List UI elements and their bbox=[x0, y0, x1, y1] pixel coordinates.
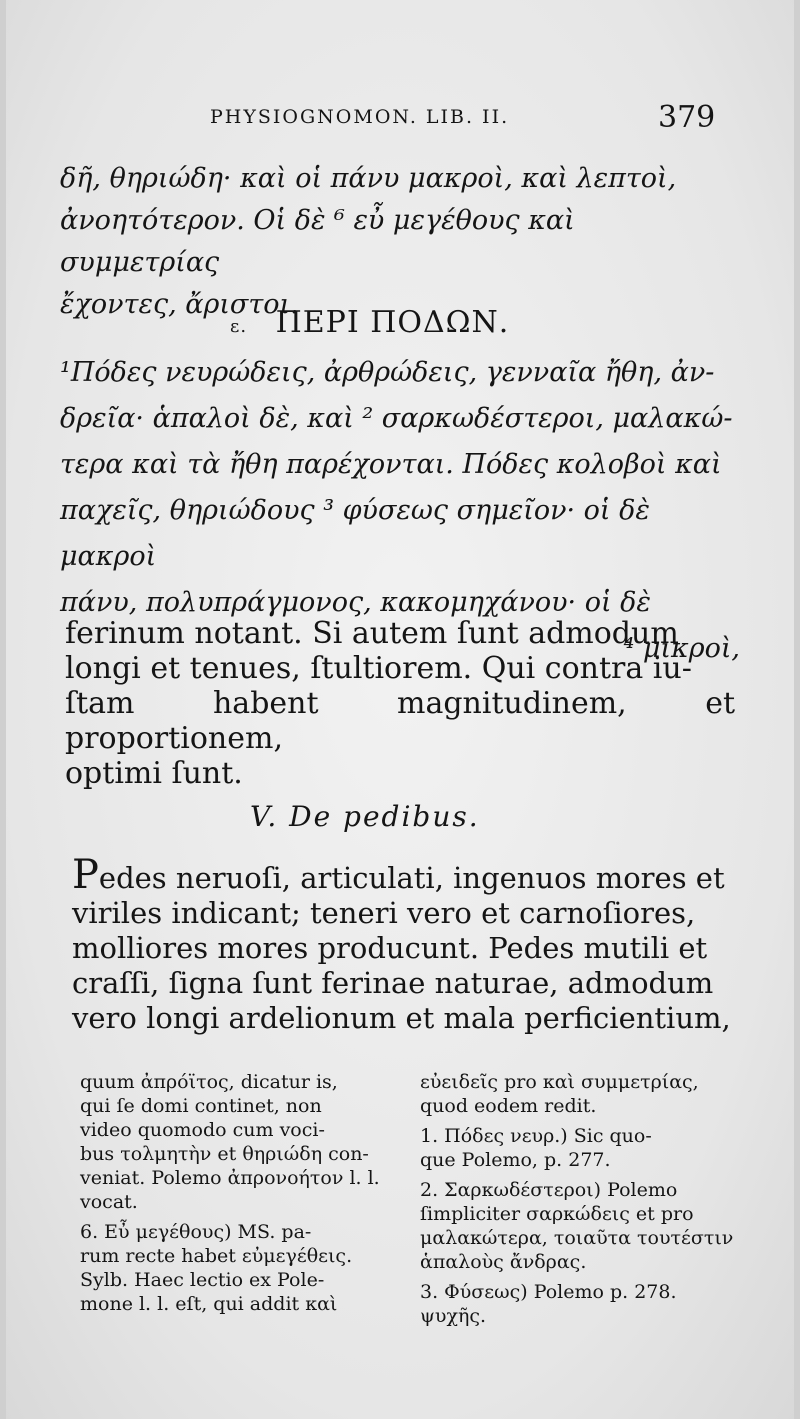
footnote bbox=[420, 1280, 740, 1328]
latin-line: craſſi, ſigna ſunt ferinae naturae, admodum bbox=[72, 966, 714, 1000]
note-line: 1. Πόδες νευρ.) Sic quo- bbox=[420, 1125, 652, 1147]
greek-line: πάνυ, πολυπράγμονος, κακομηχάνου· οἱ δὲ bbox=[60, 587, 651, 618]
greek-line: τερα καὶ τὰ ἤθη παρέχονται. Πόδες κολοβοὶ καὶ bbox=[60, 449, 722, 480]
latin-line: ferinum notant. Si autem ſunt admodum bbox=[65, 616, 679, 651]
latin-text-body bbox=[72, 852, 734, 1036]
latin-line: molliores mores producunt. Pedes mutili et bbox=[72, 931, 708, 965]
note-line: quod eodem redit. bbox=[420, 1095, 597, 1117]
latin-line: ſtam habent magnitudinem, et proportionem, bbox=[65, 686, 735, 756]
page-number: 379 bbox=[658, 100, 716, 135]
greek-line: δῆ, θηριώδη· καὶ οἱ πάνυ μακροὶ, καὶ λεπτοὶ, bbox=[60, 163, 677, 194]
note-line: 6. Εὖ μεγέθους) MS. pa- bbox=[80, 1221, 312, 1243]
greek-line: ἔχοντες, ἄριστοι. bbox=[60, 289, 299, 320]
latin-line: viriles indicant; teneri vero et carnoſiores, bbox=[72, 896, 696, 930]
running-title: PHYSIOGNOMON. LIB. II. bbox=[210, 106, 510, 128]
note-line: quum ἀπρόϊτος, dicatur is, bbox=[80, 1071, 338, 1093]
note-line: qui ſe domi continet, non bbox=[80, 1095, 322, 1117]
note-line: bus τολμητὴν et θηριώδη con- bbox=[80, 1143, 369, 1165]
note-line: vocat. bbox=[80, 1191, 138, 1213]
footnotes-right-column bbox=[420, 1070, 740, 1334]
footnote bbox=[420, 1124, 740, 1172]
note-line: ἁπαλοὺς ἄνδρας. bbox=[420, 1251, 587, 1273]
footnote bbox=[80, 1220, 400, 1316]
greek-line: ἀνοητότερον. Οἱ δὲ ⁶ εὖ μεγέθους καὶ συμμετρίας bbox=[60, 205, 575, 278]
note-line: μαλακώτερα, τοιαῦτα τουτέστιν bbox=[420, 1227, 734, 1249]
latin-section-heading: V. De pedibus. bbox=[250, 800, 480, 833]
latin-line: optimi ſunt. bbox=[65, 756, 243, 791]
page-edge-left bbox=[0, 0, 6, 1419]
greek-section-heading bbox=[230, 305, 630, 340]
note-line: 2. Σαρκωδέστεροι) Polemo bbox=[420, 1179, 678, 1201]
note-line: rum recte habet εὐμεγέθεις. bbox=[80, 1245, 353, 1267]
note-line: Sylb. Haec lectio ex Pole- bbox=[80, 1269, 325, 1291]
note-line: veniat. Polemo ἀπρονοήτον l. l. bbox=[80, 1167, 380, 1189]
footnote bbox=[420, 1070, 740, 1118]
page-edge-right bbox=[794, 0, 800, 1419]
latin-line bbox=[72, 852, 734, 898]
drop-capital: P bbox=[72, 852, 99, 898]
greek-text-top bbox=[60, 158, 740, 326]
greek-line: ⁴ μικροὶ, bbox=[623, 633, 740, 664]
greek-line: παχεῖς, θηριώδους ³ φύσεως σημεῖον· οἱ δὲ μακροὶ bbox=[60, 495, 650, 572]
footnotes-left-column bbox=[80, 1070, 400, 1322]
latin-line: vero longi ardelionum et mala perficientium, bbox=[72, 1001, 731, 1035]
note-line: 3. Φύσεως) Polemo p. 278. bbox=[420, 1281, 677, 1303]
latin-line: longi et tenues, ſtultiorem. Qui contra iu- bbox=[65, 651, 692, 686]
note-line: ψυχῆς. bbox=[420, 1305, 487, 1327]
footnote bbox=[80, 1070, 400, 1214]
note-line: mone l. l. eſt, qui addit καὶ bbox=[80, 1293, 338, 1315]
latin-line-text: edes neruoſi, articulati, ingenuos mores et bbox=[98, 861, 725, 895]
note-line: que Polemo, p. 277. bbox=[420, 1149, 611, 1171]
section-mark: ε. bbox=[230, 316, 248, 337]
greek-line: ¹Πόδες νευρώδεις, ἀρθρώδεις, γενναῖα ἤθη, ἀν- bbox=[60, 357, 715, 388]
note-line: ſimpliciter σαρκώδεις et pro bbox=[420, 1203, 694, 1225]
note-line: εὐειδεῖς pro καὶ συμμετρίας, bbox=[420, 1071, 699, 1093]
greek-line: δρεῖα· ἁπαλοὶ δὲ, καὶ ² σαρκωδέστεροι, μαλακώ- bbox=[60, 403, 733, 434]
latin-text-top bbox=[65, 616, 735, 791]
footnote bbox=[420, 1178, 740, 1274]
note-line: video quomodo cum voci- bbox=[80, 1119, 325, 1141]
heading-text: ΠΕΡΙ ΠΟΔΩΝ. bbox=[275, 305, 510, 340]
